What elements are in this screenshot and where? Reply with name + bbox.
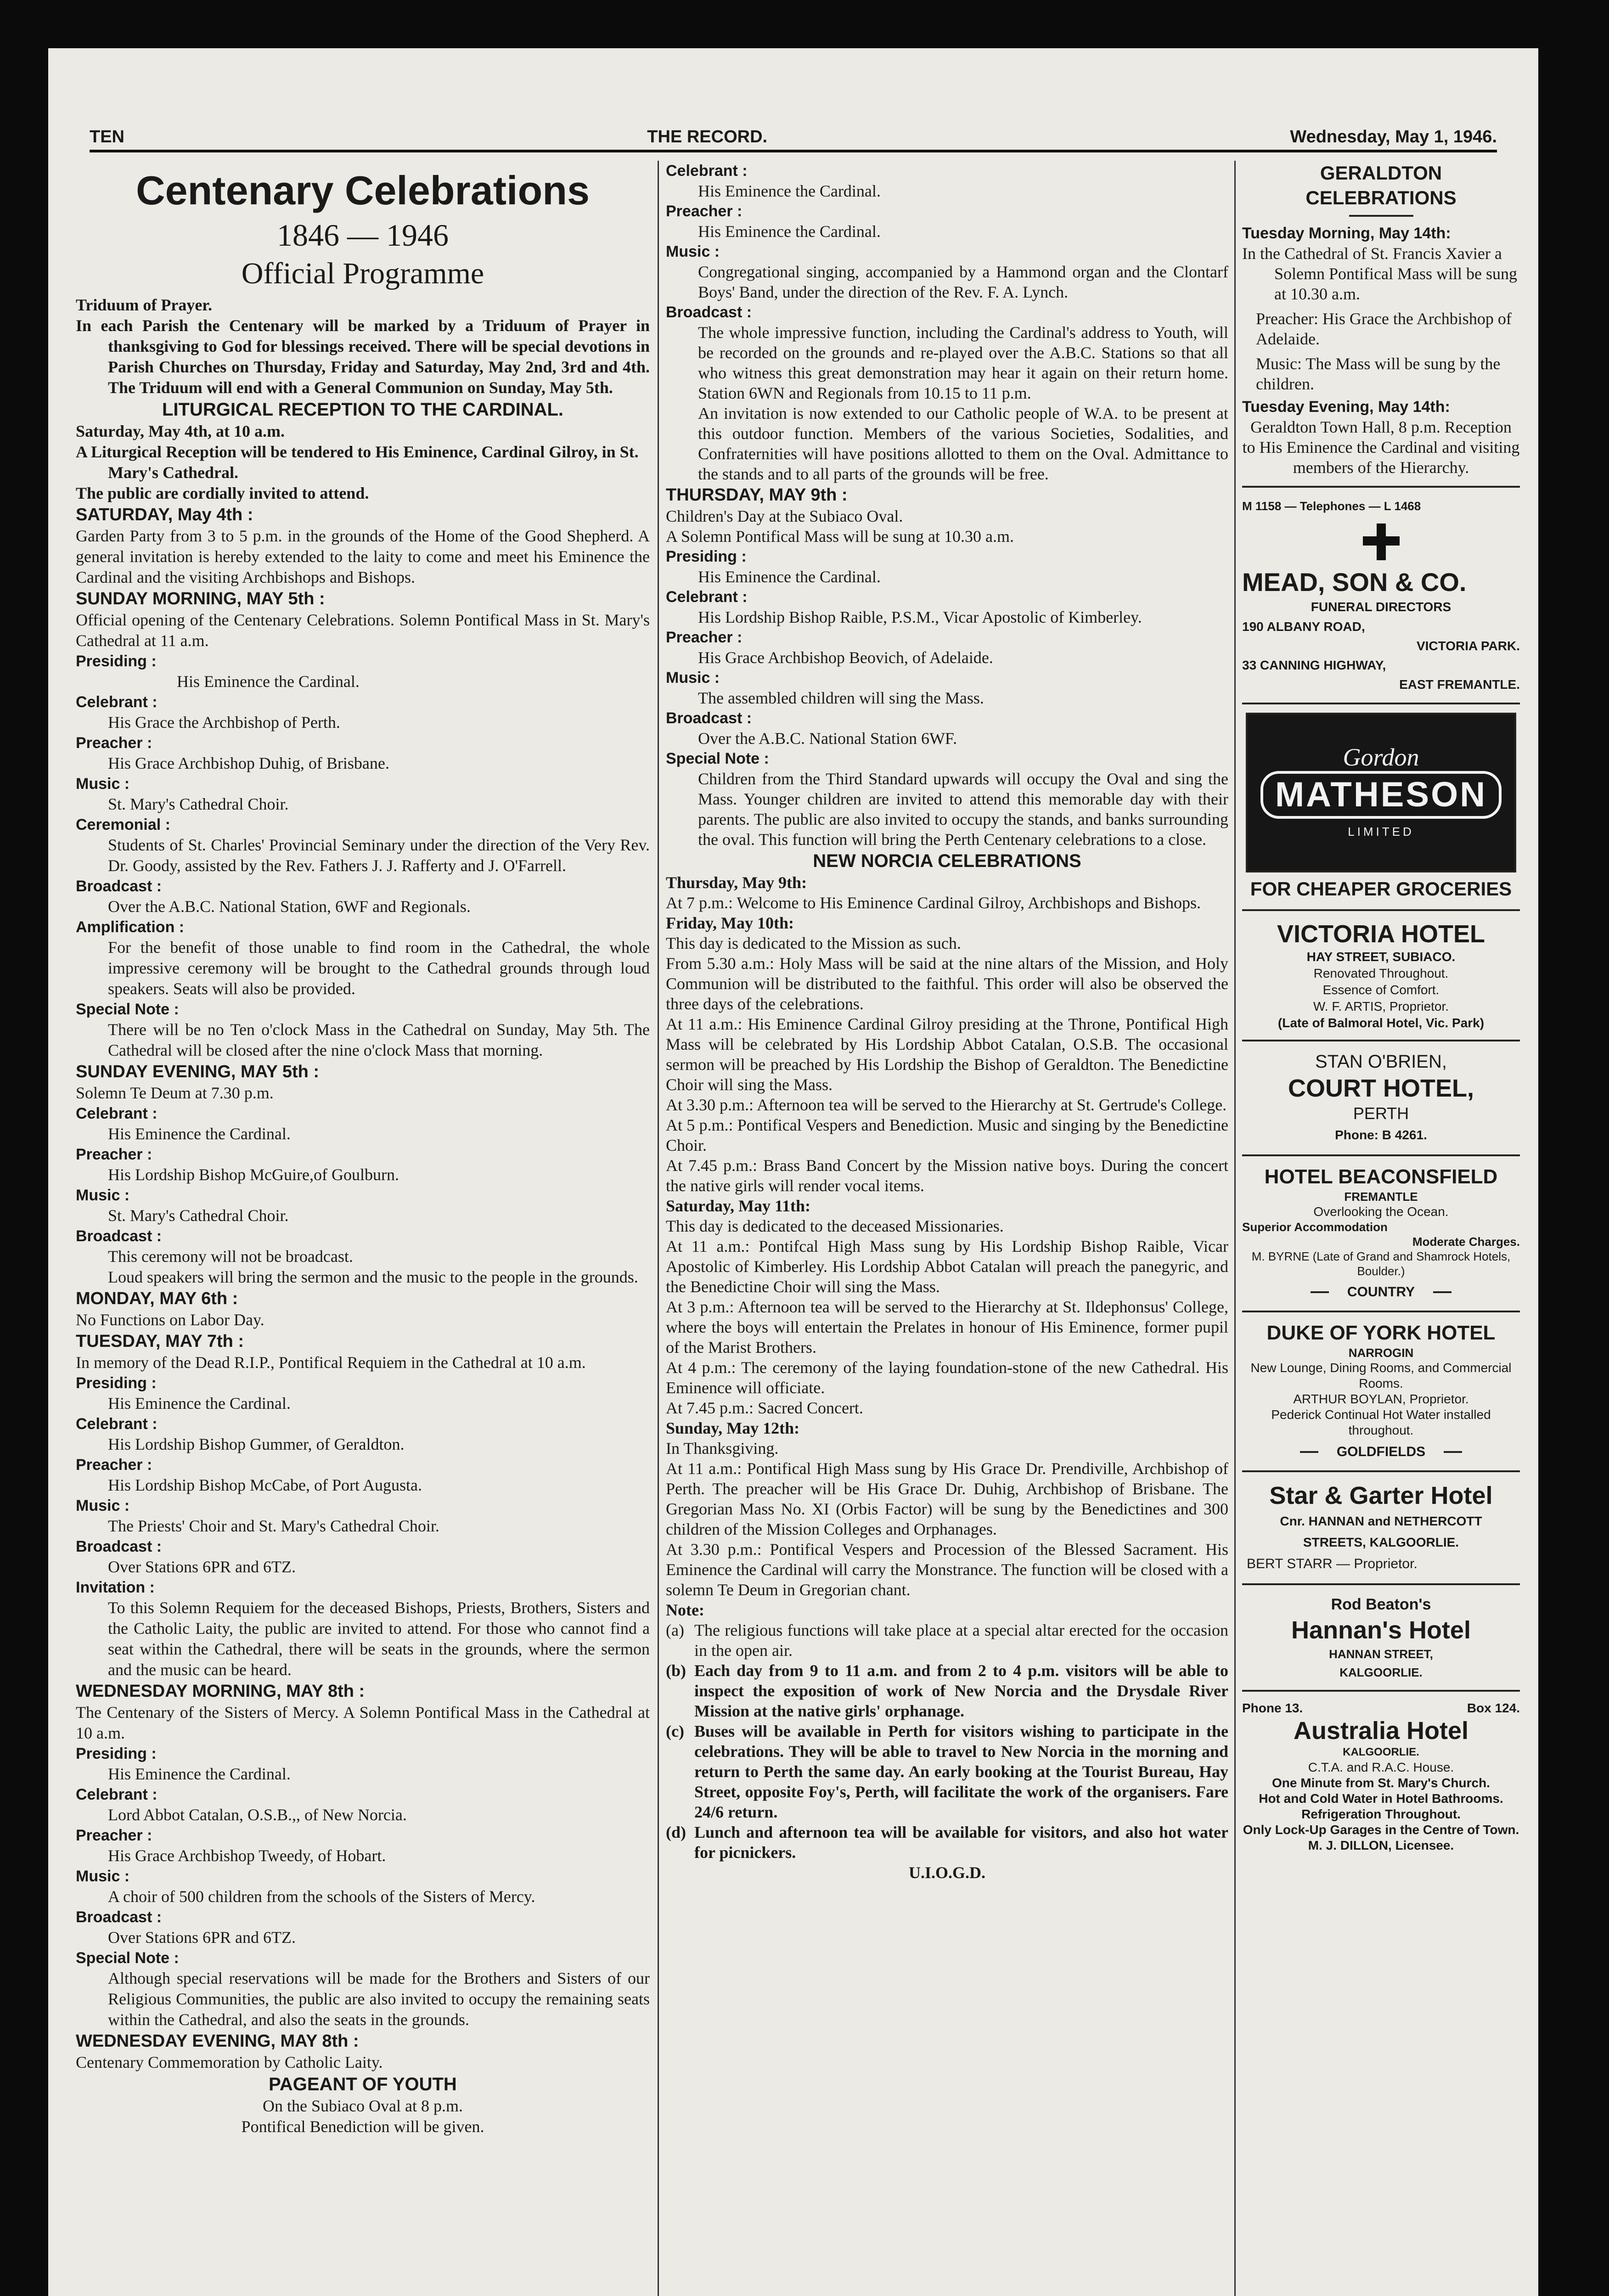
- ad-line: STREETS, KALGOORLIE.: [1303, 1535, 1459, 1549]
- paragraph: Official opening of the Centenary Celebrations. Solemn Pontifical Mass in St. Mary's Cathedral at 11 a.m.: [76, 611, 650, 650]
- note-item: [666, 1660, 1228, 1721]
- newspaper-page: [48, 48, 1538, 2296]
- page-number: TEN: [90, 127, 124, 146]
- paragraph: Solemn Te Deum at 7.30 p.m.: [76, 1084, 274, 1102]
- field-value: His Eminence the Cardinal.: [108, 1125, 291, 1143]
- field-value: Students of St. Charles' Provincial Seminary under the direction of the Very Rev. Dr. Goody, assisted by the Rev. Fathers J. J. Rafferty and J. O'Farrell.: [108, 836, 650, 875]
- paragraph: This day is dedicated to the deceased Missionaries.: [666, 1217, 1004, 1235]
- programme-column-2: [666, 161, 1228, 1883]
- field-value: His Lordship Bishop Raible, P.S.M., Vicar Apostolic of Kimberley.: [698, 608, 1142, 626]
- field-label: Ceremonial :: [76, 816, 170, 833]
- paragraph: Saturday, May 4th, at 10 a.m.: [76, 422, 285, 440]
- ad-line: FREMANTLE: [1344, 1190, 1418, 1204]
- box-number: Box 124.: [1467, 1701, 1520, 1715]
- geraldton-heading: GERALDTON: [1320, 162, 1442, 184]
- ad-line: STAN O'BRIEN,: [1315, 1052, 1447, 1072]
- field-value: Although special reservations will be made for the Brothers and Sisters of our Religious Communities, the public are also invited to occupy the remaining seats within the Cathedral, and also the seats in the grounds.: [108, 1969, 650, 2029]
- section-label: [1242, 1442, 1520, 1462]
- field-label: Music :: [666, 243, 720, 260]
- mead-sub: FUNERAL DIRECTORS: [1311, 600, 1451, 614]
- note-key: (b): [666, 1661, 686, 1680]
- field-value: There will be no Ten o'clock Mass in the Cathedral on Sunday, May 5th. The Cathedral will be closed after the nine o'clock Mass that morning.: [108, 1020, 650, 1059]
- field-label: Celebrant :: [666, 588, 748, 606]
- field-value: A choir of 500 children from the schools of the Sisters of Mercy.: [108, 1887, 535, 1906]
- ad-line: Renovated Throughout.: [1313, 966, 1449, 980]
- paragraph: At 11 a.m.: Pontifcal High Mass sung by His Lordship Bishop Raible, Vicar Apostolic of Kimberley. His Lordship Abbot Catalan will preach the panegyric, and the Benedictine Choir will sing the Mass.: [666, 1237, 1228, 1296]
- ad-line: Rod Beaton's: [1331, 1596, 1431, 1613]
- event-heading: SUNDAY EVENING, MAY 5th :: [76, 1062, 320, 1081]
- ad-line: Essence of Comfort.: [1322, 983, 1440, 997]
- matheson-tagline: FOR CHEAPER GROCERIES: [1250, 878, 1512, 900]
- field-label: Special Note :: [666, 750, 769, 767]
- country-label: COUNTRY: [1347, 1284, 1415, 1300]
- paragraph: In Thanksgiving.: [666, 1439, 779, 1458]
- paragraph: Centenary Commemoration by Catholic Laity.: [76, 2053, 383, 2071]
- matheson-limited: LIMITED: [1348, 825, 1414, 838]
- mead-name: MEAD, SON & CO.: [1242, 568, 1467, 597]
- field-label: Music :: [666, 669, 720, 687]
- divider: [1242, 1690, 1520, 1692]
- field-label: Special Note :: [76, 1001, 179, 1018]
- ad-line: KALGOORLIE.: [1339, 1666, 1423, 1679]
- field-label: Celebrant :: [76, 1105, 158, 1122]
- field-label: Presiding :: [76, 1745, 157, 1762]
- field-label: Music :: [76, 1868, 130, 1885]
- matheson-script: Gordon: [1343, 743, 1419, 771]
- ads-column: [1242, 161, 1520, 1853]
- field-label: Broadcast :: [76, 1908, 162, 1926]
- field-label: Music :: [76, 1187, 130, 1204]
- paragraph: In memory of the Dead R.I.P., Pontifical Requiem in the Cathedral at 10 a.m.: [76, 1353, 586, 1372]
- divider: [1349, 215, 1413, 217]
- ad-line: (Late of Balmoral Hotel, Vic. Park): [1277, 1016, 1485, 1030]
- field-value: This ceremony will not be broadcast.: [108, 1247, 353, 1266]
- field-value: His Lordship Bishop McCabe, of Port Augusta.: [108, 1476, 422, 1494]
- ad-line: KALGOORLIE.: [1343, 1746, 1419, 1758]
- paragraph: At 5 p.m.: Pontifical Vespers and Benediction. Music and singing by the Benedictine Choir.: [666, 1116, 1228, 1154]
- geraldton-heading-2: CELEBRATIONS: [1305, 187, 1457, 208]
- field-value: His Eminence the Cardinal.: [698, 182, 881, 200]
- ad-line: [1242, 1700, 1520, 1716]
- field-label: Celebrant :: [666, 162, 748, 180]
- day-heading: Sunday, May 12th:: [666, 1419, 800, 1437]
- field-value: Over the A.B.C. National Station 6WF.: [698, 729, 957, 748]
- note-text: The religious functions will take place at a special altar erected for the occasion in the open air.: [694, 1621, 1228, 1660]
- paragraph: Preacher: His Grace the Archbishop of Adelaide.: [1256, 310, 1512, 348]
- event-heading: WEDNESDAY MORNING, MAY 8th :: [76, 1682, 365, 1701]
- field-label: Celebrant :: [76, 1786, 158, 1803]
- ad-line: W. F. ARTIS, Proprietor.: [1313, 999, 1449, 1013]
- paragraph: Music: The Mass will be sung by the children.: [1256, 355, 1501, 393]
- divider: [1242, 703, 1520, 704]
- divider: [1242, 1040, 1520, 1041]
- field-label: Preacher :: [76, 1146, 152, 1163]
- day-heading: Saturday, May 11th:: [666, 1197, 811, 1215]
- note-text: Buses will be available in Perth for visitors wishing to participate in the celebrations. They will be able to travel to New Norcia in the morning and return to Perth the same day. An early booking at the Tourist Bureau, Hay Street, opposite Foy's, Perth, will facilitate the work of the organisers. Fare 24/6 return.: [694, 1722, 1228, 1821]
- paragraph: No Functions on Labor Day.: [76, 1311, 264, 1329]
- programme-column-1: [76, 161, 650, 2137]
- field-label: Presiding :: [666, 548, 747, 565]
- field-value: An invitation is now extended to our Catholic people of W.A. to be present at this outdoor function. Members of the various Societies, Sodalities, and Confraternities will have positions allotted to them on the Oval. Admittance to the stands and to all parts of the grounds will be free.: [698, 404, 1228, 483]
- section-label: [1242, 1282, 1520, 1302]
- signoff: U.I.O.G.D.: [908, 1863, 985, 1882]
- section-heading: NEW NORCIA CELEBRATIONS: [813, 851, 1081, 871]
- newspaper-title: THE RECORD.: [647, 127, 768, 146]
- field-value: Loud speakers will bring the sermon and the music to the people in the grounds.: [108, 1268, 638, 1286]
- ad-line: Only Lock-Up Garages in the Centre of Town.: [1243, 1823, 1519, 1837]
- masthead: [90, 119, 1497, 152]
- event-heading: SATURDAY, May 4th :: [76, 505, 253, 524]
- paragraph: At 11 a.m.: His Eminence Cardinal Gilroy presiding at the Throne, Pontifical High Mass will be celebrated by His Lordship Abbot Catalan, O.S.B. The occasional sermon will be preached by His Lordship the Bishop of Geraldton. The Benedictine Choir will sing the Mass.: [666, 1015, 1228, 1094]
- field-label: Broadcast :: [76, 1538, 162, 1555]
- field-value: The whole impressive function, including the Cardinal's address to Youth, will be recorded on the grounds and re-played over the A.B.C. Stations so that all who witness this great demonstration may hear it again on their return home. Station 6WN and Regionals from 10.15 to 11 p.m.: [698, 323, 1228, 402]
- field-value: His Lordship Bishop Gummer, of Geraldton.: [108, 1435, 405, 1453]
- paragraph: The public are cordially invited to attend.: [76, 484, 369, 502]
- field-value: His Grace Archbishop Beovich, of Adelaide.: [698, 648, 993, 667]
- field-label: Celebrant :: [76, 693, 158, 711]
- ad-line: BERT STARR — Proprietor.: [1247, 1556, 1418, 1571]
- article-subtitle: Official Programme: [241, 257, 484, 290]
- paragraph: Geraldton Town Hall, 8 p.m. Reception to His Eminence the Cardinal and visiting members of the Hierarchy.: [1242, 418, 1520, 477]
- paragraph: At 7.45 p.m.: Brass Band Concert by the Mission native boys. During the concert the native girls will render vocal items.: [666, 1156, 1228, 1195]
- column-rule: [1234, 161, 1236, 2296]
- cross-icon: [1363, 523, 1400, 560]
- field-value: For the benefit of those unable to find room in the Cathedral, the whole impressive ceremony will be brought to the Cathedral grounds through loud speakers. Seats will also be provided.: [108, 938, 650, 998]
- matheson-name: MATHESON: [1260, 771, 1502, 819]
- event-heading: TUESDAY, MAY 7th :: [76, 1332, 244, 1351]
- paragraph: Garden Party from 3 to 5 p.m. in the grounds of the Home of the Good Shepherd. A general invitation is hereby extended to the laity to come and meet his Eminence the Cardinal and the visiting Archbishops and Bishops.: [76, 527, 650, 586]
- day-heading: Thursday, May 9th:: [666, 873, 807, 892]
- ad-line: Pederick Continual Hot Water installed throughout.: [1271, 1407, 1491, 1437]
- field-label: Celebrant :: [76, 1415, 158, 1433]
- event-heading: SUNDAY MORNING, MAY 5th :: [76, 589, 325, 608]
- section-heading: Triduum of Prayer.: [76, 296, 212, 314]
- paragraph: On the Subiaco Oval at 8 p.m.: [263, 2097, 463, 2115]
- ad-line: M. J. DILLON, Licensee.: [1308, 1838, 1454, 1852]
- ad-line: Hot and Cold Water in Hotel Bathrooms.: [1259, 1791, 1503, 1806]
- field-value: Lord Abbot Catalan, O.S.B.,, of New Norcia.: [108, 1806, 407, 1824]
- ad-line: PERTH: [1353, 1104, 1409, 1123]
- paragraph: At 11 a.m.: Pontifical High Mass sung by His Grace Dr. Prendiville, Archbishop of Perth. The preacher will be His Grace Dr. Duhig, Archbishop of Brisbane. The Gregorian Mass No. XI (Orbis Factor) will be sung by the Benedictines and 300 children of the Mission Colleges and Orphanages.: [666, 1459, 1228, 1538]
- field-value: Over Stations 6PR and 6TZ.: [108, 1558, 296, 1576]
- field-label: Music :: [76, 775, 130, 793]
- field-value: His Grace Archbishop Tweedy, of Hobart.: [108, 1846, 386, 1865]
- field-value: His Grace the Archbishop of Perth.: [108, 713, 340, 732]
- field-label: Broadcast :: [666, 709, 752, 727]
- pageant-heading: PAGEANT OF YOUTH: [269, 2074, 457, 2094]
- field-value: Congregational singing, accompanied by a Hammond organ and the Clontarf Boys' Band, under the direction of the Rev. F. A. Lynch.: [698, 263, 1228, 301]
- field-value: His Eminence the Cardinal.: [698, 222, 881, 241]
- victoria-hotel-name: VICTORIA HOTEL: [1277, 920, 1485, 948]
- note-key: (d): [666, 1823, 686, 1841]
- court-hotel-name: COURT HOTEL,: [1288, 1075, 1474, 1102]
- paragraph: At 3 p.m.: Afternoon tea will be served to the Hierarchy at St. Ildephonsus' College, where the boys will entertain the Prelates in honour of His Eminence, former pupil of the Marist Brothers.: [666, 1298, 1228, 1356]
- field-label: Presiding :: [76, 1374, 157, 1392]
- field-label: Presiding :: [76, 653, 157, 670]
- paragraph: At 3.30 p.m.: Afternoon tea will be served to the Hierarchy at St. Gertrude's College.: [666, 1096, 1227, 1114]
- divider: [1242, 1311, 1520, 1312]
- field-value: Over Stations 6PR and 6TZ.: [108, 1928, 296, 1947]
- mead-address: EAST FREMANTLE.: [1399, 677, 1520, 692]
- ad-line: HAY STREET, SUBIACO.: [1306, 950, 1456, 964]
- divider: [1242, 1470, 1520, 1472]
- field-value: His Grace Archbishop Duhig, of Brisbane.: [108, 754, 389, 772]
- field-value: The assembled children will sing the Mass.: [698, 689, 984, 707]
- field-label: Broadcast :: [666, 304, 752, 321]
- duke-of-york-name: DUKE OF YORK HOTEL: [1266, 1322, 1496, 1344]
- section-heading: LITURGICAL RECEPTION TO THE CARDINAL.: [162, 400, 564, 420]
- field-label: Preacher :: [76, 1456, 152, 1474]
- mead-address: 33 CANNING HIGHWAY,: [1242, 658, 1386, 672]
- ad-line: Moderate Charges.: [1412, 1235, 1520, 1249]
- paragraph: A Solemn Pontifical Mass will be sung at 10.30 a.m.: [666, 527, 1014, 546]
- issue-date: Wednesday, May 1, 1946.: [1290, 127, 1497, 146]
- field-value: His Eminence the Cardinal.: [108, 1394, 291, 1412]
- field-value: Children from the Third Standard upwards will occupy the Oval and sing the Mass. Younger children are invited to attend this memorable day with their parents. The public are also invited to occupy the stands, and banks surrounding the oval. This function will bring the Perth Centenary celebrations to a close.: [698, 770, 1228, 849]
- field-value: Over the A.B.C. National Station, 6WF and Regionals.: [108, 897, 471, 916]
- paragraph: This day is dedicated to the Mission as such.: [666, 934, 961, 952]
- field-value: The Priests' Choir and St. Mary's Cathedral Choir.: [108, 1517, 439, 1535]
- event-heading: THURSDAY, MAY 9th :: [666, 485, 848, 505]
- field-label: Broadcast :: [76, 1227, 162, 1245]
- matheson-logo: [1246, 713, 1516, 872]
- hannans-hotel-name: Hannan's Hotel: [1291, 1616, 1471, 1644]
- day-heading: Tuesday Evening, May 14th:: [1242, 398, 1450, 416]
- mead-address: VICTORIA PARK.: [1416, 639, 1520, 653]
- star-garter-name: Star & Garter Hotel: [1269, 1482, 1493, 1509]
- paragraph: The Centenary of the Sisters of Mercy. A Solemn Pontifical Mass in the Cathedral at 10 a.m.: [76, 1703, 650, 1742]
- mead-phones: M 1158 — Telephones — L 1468: [1242, 499, 1421, 513]
- paragraph: In each Parish the Centenary will be marked by a Triduum of Prayer in thanksgiving to God for blessings received. There will be special devotions in Parish Churches on Thursday, Friday and Saturday, May 2nd, 3rd and 4th. The Triduum will end with a General Communion on Sunday, May 5th.: [76, 316, 650, 397]
- paragraph: At 4 p.m.: The ceremony of the laying foundation-stone of the new Cathedral. His Eminence will officiate.: [666, 1358, 1228, 1397]
- field-value: His Eminence the Cardinal.: [698, 568, 881, 586]
- note-item: [666, 1822, 1228, 1863]
- divider: [1242, 486, 1520, 488]
- notes-heading: Note:: [666, 1601, 704, 1619]
- field-value: St. Mary's Cathedral Choir.: [108, 1206, 289, 1225]
- field-value: St. Mary's Cathedral Choir.: [108, 795, 289, 813]
- field-label: Broadcast :: [76, 878, 162, 895]
- field-value: His Eminence the Cardinal.: [177, 672, 360, 691]
- field-value: His Lordship Bishop McGuire,of Goulburn.: [108, 1165, 399, 1184]
- field-label: Music :: [76, 1497, 130, 1514]
- australia-hotel-name: Australia Hotel: [1293, 1717, 1469, 1745]
- note-item: [666, 1721, 1228, 1822]
- note-item: [666, 1620, 1228, 1660]
- ad-line: Overlooking the Ocean.: [1313, 1204, 1449, 1219]
- paragraph: At 7 p.m.: Welcome to His Eminence Cardinal Gilroy, Archbishops and Bishops.: [666, 894, 1201, 912]
- goldfields-label: GOLDFIELDS: [1336, 1444, 1426, 1459]
- ad-line: One Minute from St. Mary's Church.: [1272, 1776, 1490, 1790]
- field-label: Preacher :: [76, 1827, 152, 1844]
- column-rule: [658, 161, 659, 2296]
- ad-line: M. BYRNE (Late of Grand and Shamrock Hotels, Boulder.): [1251, 1249, 1511, 1278]
- ad-line: ARTHUR BOYLAN, Proprietor.: [1293, 1392, 1469, 1406]
- article-title: Centenary Celebrations: [136, 168, 590, 213]
- ad-line: Phone: B 4261.: [1335, 1128, 1427, 1142]
- ad-line: C.T.A. and R.A.C. House.: [1308, 1760, 1454, 1774]
- article-years: 1846 — 1946: [277, 218, 449, 253]
- ad-line: Superior Accommodation: [1242, 1220, 1388, 1234]
- field-label: Invitation :: [76, 1579, 155, 1596]
- ad-line: HANNAN STREET,: [1329, 1647, 1433, 1661]
- ad-line: Cnr. HANNAN and NETHERCOTT: [1280, 1514, 1482, 1528]
- field-label: Special Note :: [76, 1949, 179, 1967]
- divider: [1242, 1154, 1520, 1156]
- ad-line: Refrigeration Throughout.: [1301, 1807, 1461, 1821]
- ad-line: NARROGIN: [1348, 1346, 1414, 1360]
- field-value: To this Solemn Requiem for the deceased Bishops, Priests, Brothers, Sisters and the Catholic Laity, the public are invited to attend. For those who cannot find a seat within the Cathedral, there will be seats in the grounds, where the sermon and the music can be heard.: [108, 1598, 650, 1679]
- event-heading: MONDAY, MAY 6th :: [76, 1289, 238, 1308]
- mead-address: 190 ALBANY ROAD,: [1242, 619, 1365, 634]
- phone-number: Phone 13.: [1242, 1701, 1303, 1715]
- paragraph: In the Cathedral of St. Francis Xavier a Solemn Pontifical Mass will be sung at 10.30 a.m.: [1242, 244, 1517, 303]
- paragraph: At 3.30 p.m.: Pontifical Vespers and Procession of the Blessed Sacrament. His Eminence the Cardinal will carry the Monstrance. The function will be closed with a solemn Te Deum in Gregorian chant.: [666, 1540, 1228, 1599]
- paragraph: A Liturgical Reception will be tendered to His Eminence, Cardinal Gilroy, in St. Mary's Cathedral.: [76, 443, 639, 482]
- paragraph: Children's Day at the Subiaco Oval.: [666, 507, 903, 525]
- note-text: Each day from 9 to 11 a.m. and from 2 to 4 p.m. visitors will be able to inspect the exposition of work of New Norcia and the Drysdale River Mission at the native girls' orphanage.: [694, 1661, 1228, 1720]
- field-label: Preacher :: [666, 629, 743, 646]
- beaconsfield-name: HOTEL BEACONSFIELD: [1264, 1165, 1498, 1188]
- field-label: Amplification :: [76, 918, 185, 936]
- paragraph: From 5.30 a.m.: Holy Mass will be said at the nine altars of the Mission, and Holy Communion will be distributed to the faithful. This order will also be observed the three days of the celebrations.: [666, 954, 1228, 1013]
- note-text: Lunch and afternoon tea will be available for visitors, and also hot water for picnickers.: [694, 1823, 1228, 1862]
- event-heading: WEDNESDAY EVENING, MAY 8th :: [76, 2032, 359, 2051]
- day-heading: Friday, May 10th:: [666, 914, 794, 932]
- ad-line: New Lounge, Dining Rooms, and Commercial Rooms.: [1250, 1361, 1512, 1390]
- field-value: His Eminence the Cardinal.: [108, 1765, 291, 1783]
- divider: [1242, 909, 1520, 911]
- note-key: (c): [666, 1722, 684, 1740]
- day-heading: Tuesday Morning, May 14th:: [1242, 225, 1451, 242]
- field-label: Preacher :: [666, 203, 743, 220]
- paragraph: At 7.45 p.m.: Sacred Concert.: [666, 1399, 863, 1417]
- field-label: Preacher :: [76, 734, 152, 752]
- note-key: (a): [666, 1621, 684, 1639]
- divider: [1242, 1583, 1520, 1585]
- paragraph: Pontifical Benediction will be given.: [241, 2117, 484, 2136]
